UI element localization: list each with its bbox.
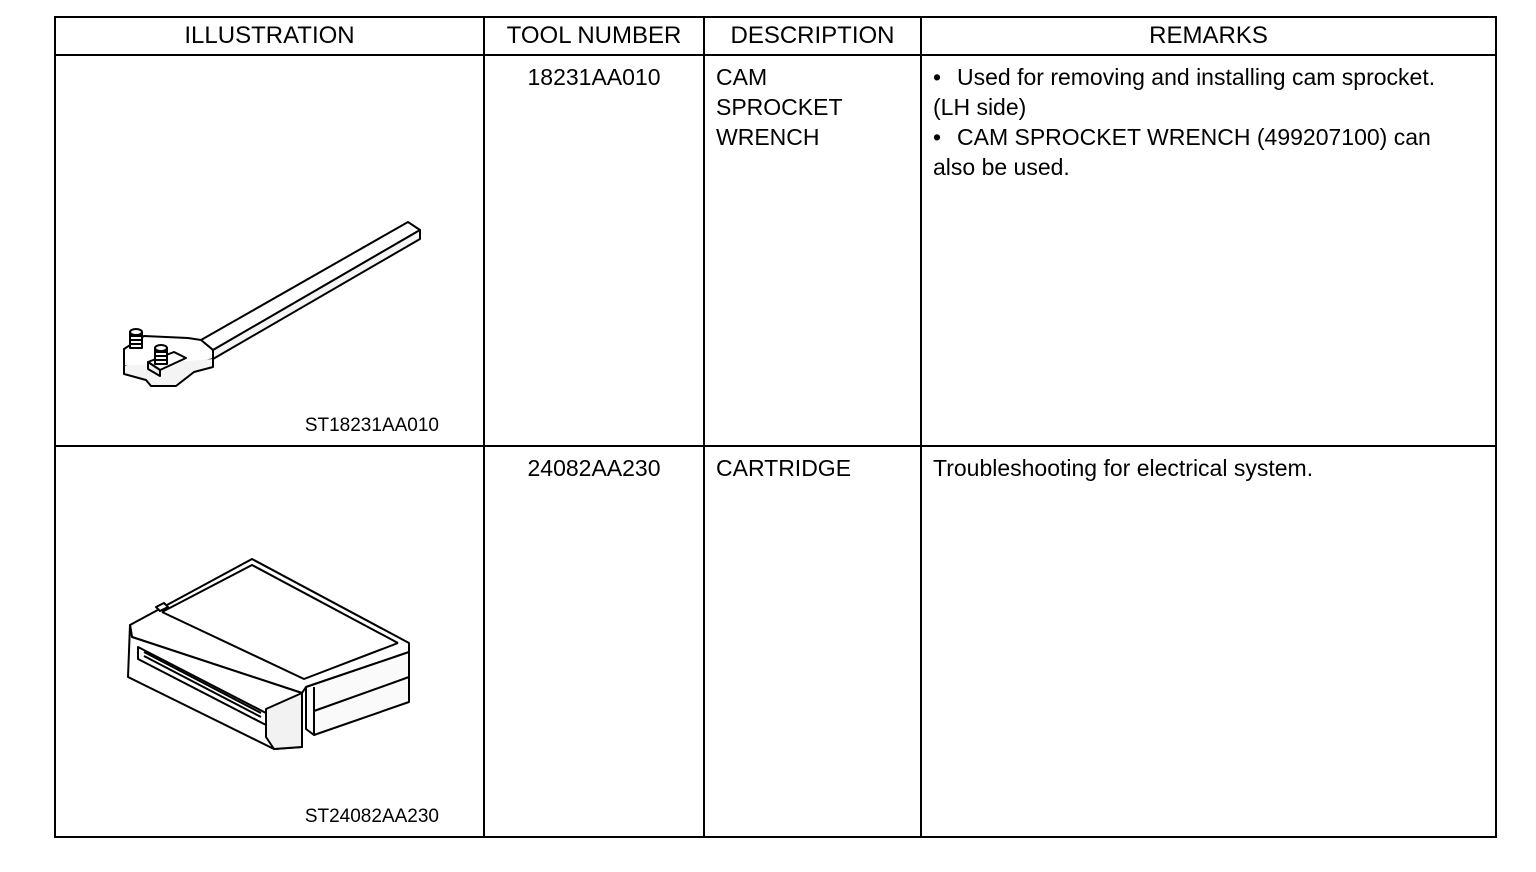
tool-number: 24082AA230 — [527, 455, 661, 481]
description-cell — [704, 55, 921, 446]
remark-text: Troubleshooting for electrical system. — [933, 455, 1314, 481]
cartridge-icon — [56, 447, 483, 836]
header-description: DESCRIPTION — [704, 17, 921, 55]
remark-text: Used for removing and installing cam sprocket. — [957, 64, 1436, 90]
bullet-icon: • — [933, 64, 942, 90]
remark-bullet — [933, 62, 1487, 92]
tool-number-cell — [484, 446, 704, 837]
description-line: CAM — [716, 64, 768, 90]
description-line: SPROCKET — [716, 94, 843, 120]
header-illustration: ILLUSTRATION — [55, 17, 484, 55]
remarks-cell — [921, 446, 1496, 837]
description-line: CARTRIDGE — [716, 455, 852, 481]
illustration-code: ST18231AA010 — [304, 415, 439, 436]
cam-sprocket-wrench-icon — [56, 56, 483, 445]
description-line: WRENCH — [716, 124, 820, 150]
illustration-cell — [55, 55, 484, 446]
illustration-cell — [55, 446, 484, 837]
remarks-cell — [921, 55, 1496, 446]
table-row — [55, 55, 1496, 446]
remark-bullet — [933, 122, 1487, 152]
table-row — [55, 446, 1496, 837]
remark-continuation: (LH side) — [933, 94, 1027, 120]
tool-number: 18231AA010 — [527, 64, 661, 90]
header-remarks: REMARKS — [921, 17, 1496, 55]
special-tools-table — [54, 16, 1497, 838]
tool-number-cell — [484, 55, 704, 446]
bullet-icon: • — [933, 124, 942, 150]
header-row — [55, 17, 1496, 55]
remark-text: CAM SPROCKET WRENCH (499207100) can — [957, 124, 1431, 150]
illustration-code: ST24082AA230 — [304, 806, 439, 827]
description-cell — [704, 446, 921, 837]
header-tool-number: TOOL NUMBER — [484, 17, 704, 55]
remark-continuation: also be used. — [933, 154, 1070, 180]
